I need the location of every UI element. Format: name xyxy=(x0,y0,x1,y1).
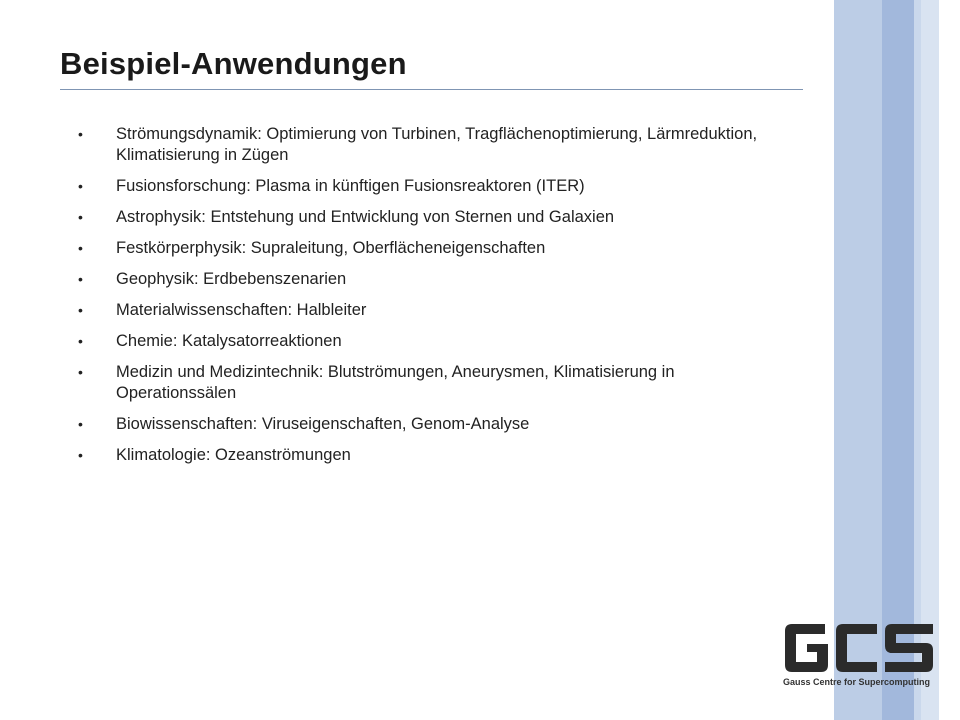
bullet-text: Klimatologie: Ozeanströmungen xyxy=(116,446,351,464)
decorative-stripe xyxy=(914,0,921,720)
bullet-text: Geophysik: Erdbebenszenarien xyxy=(116,270,347,288)
bullet-item xyxy=(78,269,798,290)
bullet-icon: • xyxy=(78,302,83,318)
bullet-item xyxy=(78,362,798,404)
bullet-icon: • xyxy=(78,178,83,194)
bullet-icon: • xyxy=(78,271,83,287)
bullet-item xyxy=(78,124,798,166)
bullet-icon: • xyxy=(78,333,83,349)
logo-tagline: Gauss Centre for Supercomputing xyxy=(783,677,931,687)
decorative-stripe xyxy=(882,0,914,720)
bullet-item xyxy=(78,300,798,321)
bullet-icon: • xyxy=(78,209,83,225)
title-underline xyxy=(60,89,803,90)
bullet-text: Astrophysik: Entstehung und Entwicklung von Sternen und Galaxien xyxy=(116,208,615,226)
bullet-icon: • xyxy=(78,364,83,380)
bullet-item xyxy=(78,414,798,435)
bullet-text: Fusionsforschung: Plasma in künftigen Fusionsreaktoren (ITER) xyxy=(116,177,585,195)
bullet-icon: • xyxy=(78,240,83,256)
bullet-item xyxy=(78,331,798,352)
gcs-wordmark-logo xyxy=(781,621,937,675)
bullet-icon: • xyxy=(78,416,83,432)
bullet-item xyxy=(78,238,798,259)
bullet-icon: • xyxy=(78,447,83,463)
decorative-stripe xyxy=(834,0,882,720)
bullet-text: Chemie: Katalysatorreaktionen xyxy=(116,332,342,350)
bullet-list xyxy=(78,124,798,476)
bullet-icon: • xyxy=(78,126,83,142)
bullet-text: Medizin und Medizintechnik: Blutströmungen, Aneurysmen, Klimatisierung in Operationssälen xyxy=(116,363,675,402)
bullet-item xyxy=(78,445,798,466)
bullet-text: Festkörperphysik: Supraleitung, Oberflächeneigenschaften xyxy=(116,239,546,257)
bullet-text: Strömungsdynamik: Optimierung von Turbinen, Tragflächenoptimierung, Lärmreduktion, Klimatisierung in Zügen xyxy=(116,125,758,164)
slide-title: Beispiel-Anwendungen xyxy=(60,46,407,81)
bullet-text: Biowissenschaften: Viruseigenschaften, Genom-Analyse xyxy=(116,415,530,433)
bullet-text: Materialwissenschaften: Halbleiter xyxy=(116,301,367,319)
bullet-item xyxy=(78,207,798,228)
decorative-stripe xyxy=(921,0,939,720)
gcs-logo xyxy=(781,621,937,691)
bullet-item xyxy=(78,176,798,197)
